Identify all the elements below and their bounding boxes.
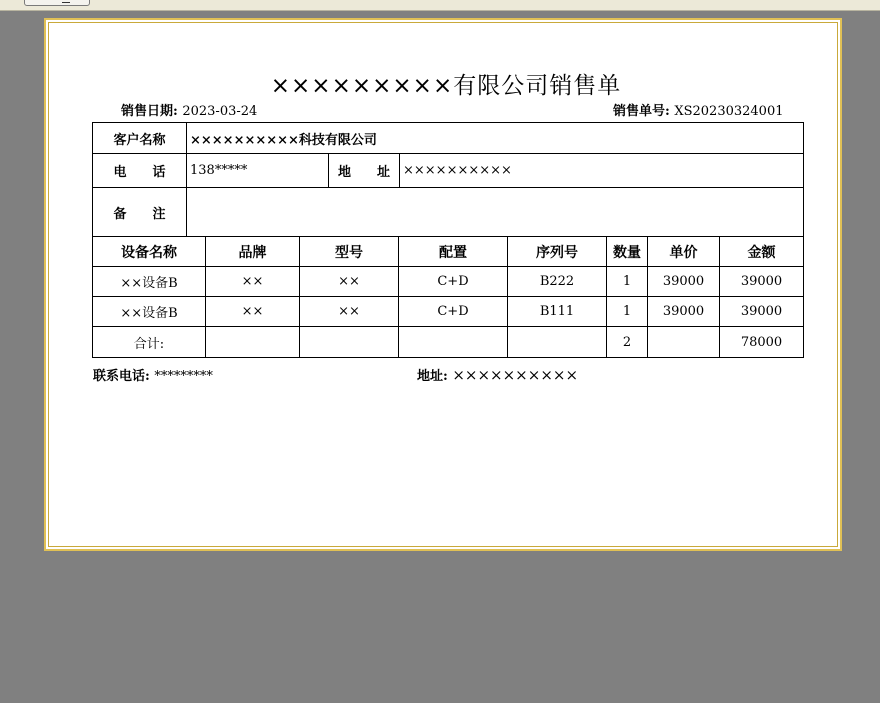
device-name-cell: ××设备B	[93, 267, 206, 297]
quantity-cell: 1	[607, 267, 648, 297]
address-label: 地 址	[329, 154, 400, 188]
remark-value	[187, 188, 804, 237]
serial-cell: B111	[508, 297, 607, 327]
order-number	[613, 100, 784, 119]
config-cell: C+D	[399, 297, 508, 327]
amount-cell: 39000	[720, 297, 804, 327]
unit-price-cell: 39000	[648, 297, 720, 327]
table-row	[93, 267, 804, 297]
sale-date-value: 2023-03-24	[182, 104, 258, 119]
customer-row	[93, 123, 804, 154]
remark-row	[93, 188, 804, 237]
phone-address-row	[93, 154, 804, 188]
amount-cell: 39000	[720, 267, 804, 297]
document-title: ×××××××××有限公司销售单	[270, 73, 622, 99]
empty-cell	[648, 327, 720, 358]
header-amount: 金额	[720, 237, 804, 267]
unit-price-cell: 39000	[648, 267, 720, 297]
customer-info-table	[92, 122, 804, 237]
header-device-name: 设备名称	[93, 237, 206, 267]
toolbar-button[interactable]	[24, 0, 90, 6]
phone-label: 电 话	[93, 154, 187, 188]
header-model: 型号	[300, 237, 399, 267]
items-header-row	[93, 237, 804, 267]
device-name-cell: ××设备B	[93, 297, 206, 327]
items-table	[92, 236, 804, 358]
total-quantity: 2	[607, 327, 648, 358]
empty-cell	[300, 327, 399, 358]
header-brand: 品牌	[206, 237, 300, 267]
serial-cell: B222	[508, 267, 607, 297]
address-value: ××××××××××	[400, 154, 804, 188]
order-number-value: XS20230324001	[674, 104, 784, 119]
brand-cell: ××	[206, 297, 300, 327]
toolbar	[0, 0, 880, 11]
empty-cell	[508, 327, 607, 358]
footer-address-label: 地址:	[417, 369, 448, 384]
footer-contact	[93, 365, 213, 384]
table-row	[93, 297, 804, 327]
quantity-cell: 1	[607, 297, 648, 327]
footer-address	[417, 365, 578, 384]
customer-value: ××××××××××科技有限公司	[187, 123, 804, 154]
page-inner-border	[48, 22, 838, 547]
total-row	[93, 327, 804, 358]
model-cell: ××	[300, 267, 399, 297]
header-unit-price: 单价	[648, 237, 720, 267]
remark-label: 备 注	[93, 188, 187, 237]
empty-cell	[399, 327, 508, 358]
header-quantity: 数量	[607, 237, 648, 267]
phone-value: 138*****	[187, 154, 329, 188]
config-cell: C+D	[399, 267, 508, 297]
total-label: 合计:	[93, 327, 206, 358]
sale-date	[121, 100, 257, 119]
brand-cell: ××	[206, 267, 300, 297]
contact-phone-value: *********	[154, 369, 213, 384]
empty-cell	[206, 327, 300, 358]
toolbar-button-glyph	[62, 2, 70, 3]
order-number-label: 销售单号:	[613, 104, 670, 119]
total-amount: 78000	[720, 327, 804, 358]
customer-label: 客户名称	[93, 123, 187, 154]
contact-phone-label: 联系电话:	[93, 369, 150, 384]
footer-address-value: ××××××××××	[452, 366, 579, 384]
model-cell: ××	[300, 297, 399, 327]
header-serial: 序列号	[508, 237, 607, 267]
print-preview-page	[44, 18, 842, 551]
header-config: 配置	[399, 237, 508, 267]
sale-date-label: 销售日期:	[121, 104, 178, 119]
